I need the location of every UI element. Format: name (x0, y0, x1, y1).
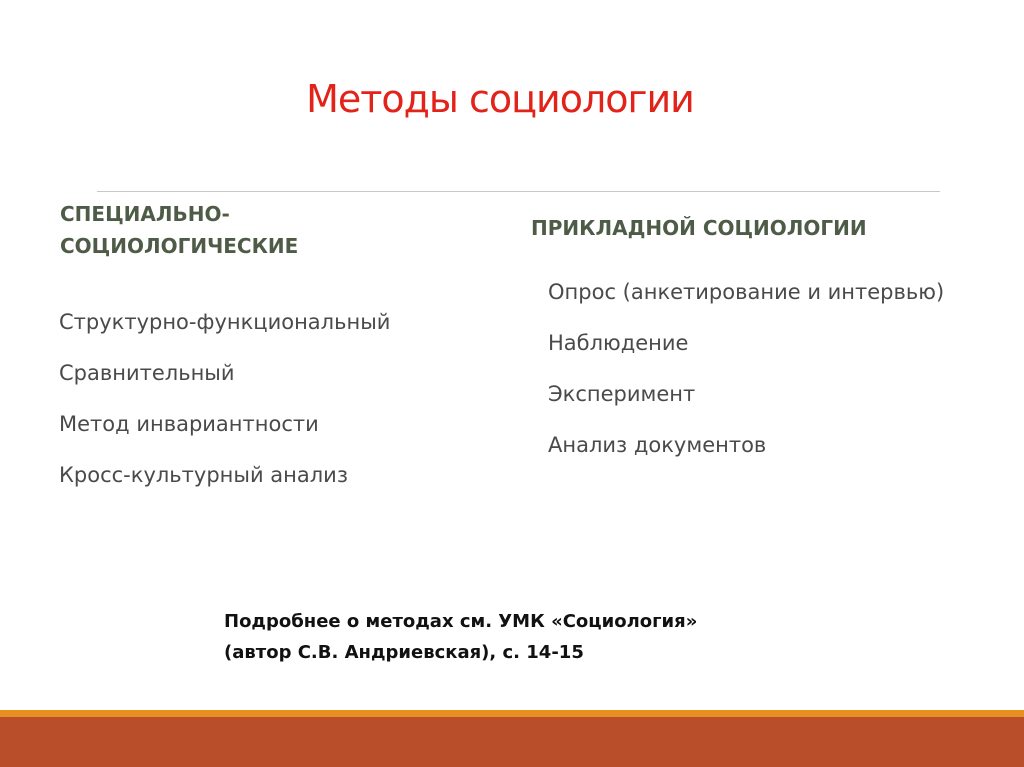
list-item: Структурно-функциональный (59, 310, 391, 334)
left-method-list (59, 297, 390, 501)
list-item: Эксперимент (548, 382, 696, 406)
list-item: Опрос (анкетирование и интервью) (548, 280, 945, 304)
reference-note-line-2: (автор С.В. Андриевская), с. 14-15 (224, 642, 584, 663)
reference-note-line-1: Подробнее о методах см. УМК «Социология» (224, 611, 698, 632)
list-item: Сравнительный (59, 361, 235, 385)
left-heading-line-2: СОЦИОЛОГИЧЕСКИЕ (60, 234, 299, 258)
left-heading-line-1: СПЕЦИАЛЬНО- (60, 202, 230, 226)
list-item: Метод инвариантности (59, 412, 319, 436)
footer-accent-bar (0, 710, 1024, 717)
title-divider (97, 191, 940, 192)
list-item: Анализ документов (548, 433, 767, 457)
list-item: Кросс-культурный анализ (59, 463, 348, 487)
right-column-heading: ПРИКЛАДНОЙ СОЦИОЛОГИИ (531, 216, 867, 240)
slide-title: Методы социологии (306, 77, 694, 121)
list-item: Наблюдение (548, 331, 689, 355)
footer-bar (0, 717, 1024, 767)
left-column-heading (60, 198, 298, 262)
reference-note (224, 606, 697, 668)
right-method-list (548, 267, 944, 471)
